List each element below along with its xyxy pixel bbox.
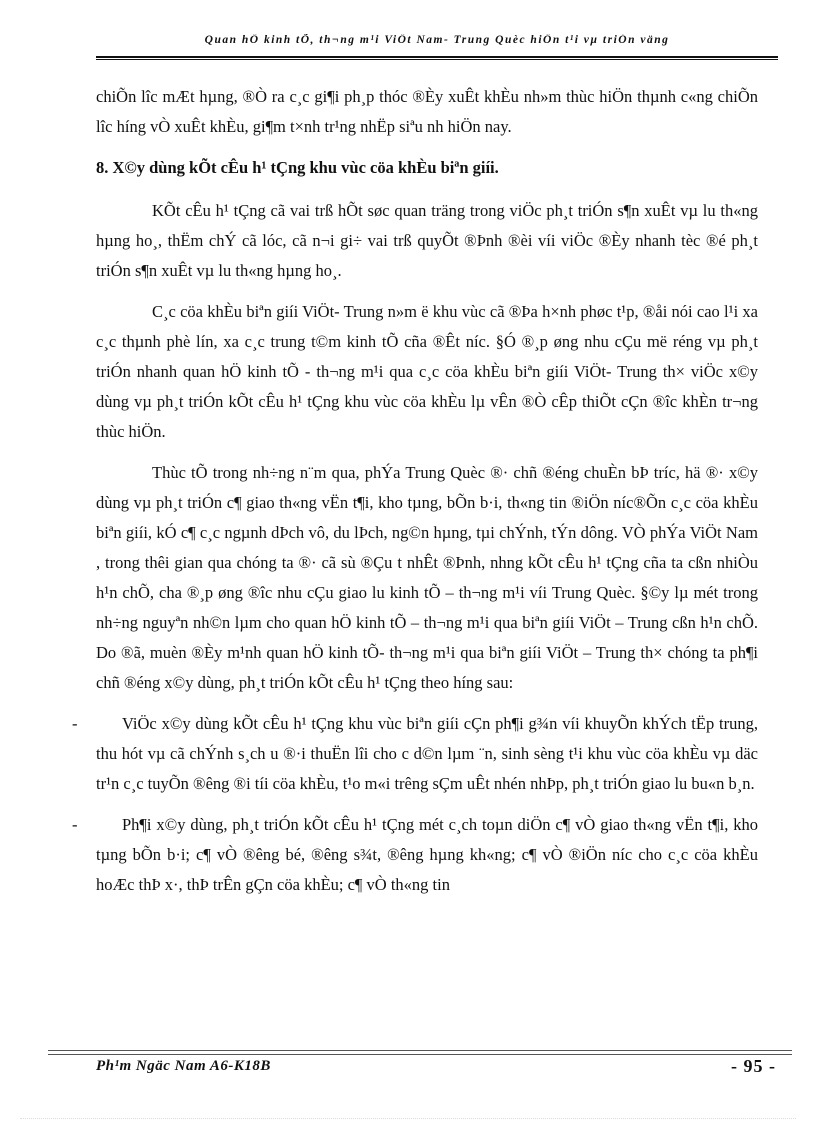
page-number: - 95 -	[731, 1056, 776, 1076]
page-body	[72, 82, 758, 911]
running-header: Quan hÖ kinh tÕ, th¬ng m¹i ViÖt Nam- Trung Quèc hiÖn t¹i vµ triÓn väng	[204, 34, 670, 46]
paragraph: C¸c cöa khÈu biªn giíi ViÖt- Trung n»m ë khu vùc cã ®Þa h×nh phøc t¹p, ®åi nói cao l¹i xa c¸c thµnh phè lín, xa c¸c trung t©m kinh tÕ cña ®Êt níc. §Ó ®¸p øng nhu cÇu më réng vµ ph¸t triÓn nhanh quan hÖ kinh tÕ - th¬ng m¹i qua c¸c cöa khÈu biªn giíi ViÖt- Trung th× viÖc x©y dùng vµ ph¸t triÓn kÕt cÊu h¹ tÇng khu vùc cöa khÈu lµ vÊn ®Ò cÊp thiÕt cÇn ®îc khÈn tr¬ng thùc hiÖn.	[96, 302, 758, 441]
footer-author: Ph¹m Ngäc Nam A6-K18B	[96, 1058, 271, 1074]
paragraph: KÕt cÊu h¹ tÇng cã vai trß hÕt søc quan träng trong viÖc ph¸t triÓn s¶n xuÊt vµ lu th«ng hµng ho¸, thËm chÝ cã lóc, cã n¬i gi÷ vai trß quyÕt ®Þnh ®èi víi viÖc ®Èy nhanh tèc ®é ph¸t triÓn s¶n xuÊt vµ lu th«ng hµng ho¸.	[96, 201, 758, 280]
paragraph-continued: chiÕn lîc mÆt hµng, ®Ò ra c¸c gi¶i ph¸p thóc ®Èy xuÊt khÈu nh»m thùc hiÖn thµnh c«ng chiÕn lîc híng vÒ xuÊt khÈu, gi¶m t×nh tr¹ng nhËp siªu nh hiÖn nay.	[96, 87, 758, 136]
footer-rule-bottom	[48, 1054, 792, 1055]
bullet-item	[72, 709, 758, 799]
bullet-item	[72, 810, 758, 900]
bullet-text: Ph¶i x©y dùng, ph¸t triÓn kÕt cÊu h¹ tÇng mét c¸ch toµn diÖn c¶ vÒ giao th«ng vËn t¶i, kho tµng bÕn b·i; c¶ vÒ ®êng bé, ®êng s¾t, ®êng hµng kh«ng; c¶ vÒ ®iÖn níc cho c¸c cöa khÈu hoÆc thÞ x·, thÞ trÊn gÇn cöa khÈu; c¶ vÒ th«ng tin	[96, 815, 758, 894]
page-edge-dots	[20, 1118, 796, 1119]
section-heading: 8. X©y dùng kÕt cÊu h¹ tÇng khu vùc cöa khÈu biªn giíi.	[96, 158, 499, 177]
footer-rule-top	[48, 1050, 792, 1051]
bullet-dash: -	[72, 714, 78, 733]
bullet-dash: -	[72, 815, 78, 834]
paragraph: Thùc tÕ trong nh÷ng n¨m qua, phÝa Trung Quèc ®· chñ ®éng chuÈn bÞ tríc, hä ®· x©y dùng vµ ph¸t triÓn c¶ giao th«ng vËn t¶i, kho tµng, bÕn b·i, th«ng tin ®iÖn níc®Õn c¸c cöa khÈu biªn giíi, kÓ c¶ c¸c ngµnh dÞch vô, du lÞch, ng©n hµng, tµi chÝnh, tÝn dông. VÒ phÝa ViÖt Nam , trong thêi gian qua chóng ta ®· cã sù ®Çu t nhÊt ®Þnh, nhng kÕt cÊu h¹ tÇng cña ta cßn nhiÒu h¹n chÕ, cha ®¸p øng ®îc nhu cÇu giao lu kinh tÕ – th¬ng m¹i víi Trung Quèc. §©y lµ mét trong nh÷ng nguyªn nh©n lµm cho quan hÖ kinh tÕ – th¬ng m¹i qua biªn giíi ViÖt – Trung cßn h¹n chÕ. Do ®ã, muèn ®Èy m¹nh quan hÖ kinh tÕ- th¬ng m¹i qua biªn giíi ViÖt – Trung th× chóng ta ph¶i chñ ®éng x©y dùng, ph¸t triÓn kÕt cÊu h¹ tÇng theo híng sau:	[96, 463, 758, 692]
header-rule-thick	[96, 56, 778, 58]
bullet-text: ViÖc x©y dùng kÕt cÊu h¹ tÇng khu vùc biªn giíi cÇn ph¶i g¾n víi khuyÕn khÝch tËp trung, thu hót vµ cã chÝnh s¸ch u ®·i thuËn lîi cho c d©n lµm ¨n, sinh sèng t¹i khu vùc cöa khÈu vµ däc tr¹n c¸c tuyÕn ®êng ®i tíi cöa khÈu, t¹o m«i trêng sÇm uÊt nhén nhÞp, ph¸t triÓn giao lu bu«n b¸n.	[96, 714, 758, 793]
header-rule-thin	[96, 59, 778, 60]
